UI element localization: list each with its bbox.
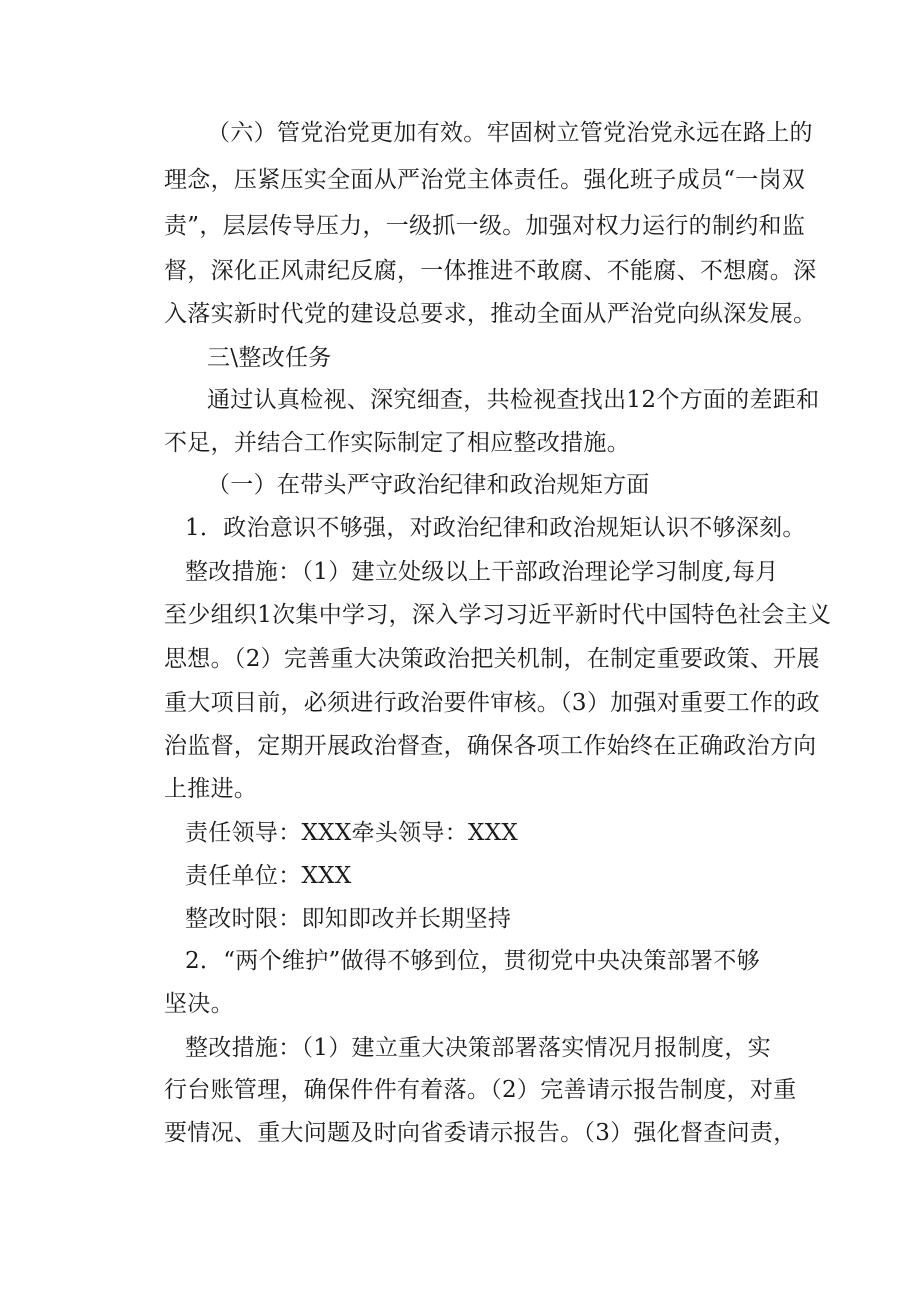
text-line: 整改措施：（1）建立重大决策部署落实情况月报制度，实 bbox=[185, 1035, 771, 1061]
text-line: 2．“两个维护”做得不够到位，贯彻党中央决策部署不够 bbox=[185, 948, 760, 974]
responsible-unit: 责任单位：XXX bbox=[185, 863, 352, 889]
responsible-leader: 责任领导：XXX牵头领导：XXX bbox=[185, 820, 519, 846]
text-line: 治监督，定期开展政治督查，确保各项工作始终在正确政治方向 bbox=[164, 733, 817, 759]
text-line: 入落实新时代党的建设总要求，推动全面从严治党向纵深发展。 bbox=[164, 301, 817, 327]
text-line: 至少组织1次集中学习，深入学习习近平新时代中国特色社会主义 bbox=[164, 602, 832, 628]
text-line: 通过认真检视、深究细查，共检视查找出12个方面的差距和 bbox=[207, 387, 820, 413]
text-line: 理念，压紧压实全面从严治党主体责任。强化班子成员“一岗双 bbox=[164, 167, 806, 193]
subsection-heading: （一）在带头严守政治纪律和政治规矩方面 bbox=[207, 472, 650, 498]
text-line: 上推进。 bbox=[164, 776, 258, 802]
deadline: 整改时限：即知即改并长期坚持 bbox=[185, 906, 512, 932]
text-line: 督，深化正风肃纪反腐，一体推进不敢腐、不能腐、不想腐。深 bbox=[164, 258, 817, 284]
text-line: 思想。（2）完善重大决策政治把关机制，在制定重要政策、开展 bbox=[164, 646, 820, 672]
text-line: 行台账管理，确保件件有着落。（2）完善请示报告制度，对重 bbox=[164, 1077, 797, 1103]
text-line: 坚决。 bbox=[164, 991, 234, 1017]
text-line: 重大项目前，必须进行政治要件审核。（3）加强对重要工作的政 bbox=[164, 690, 820, 716]
text-line: 1．政治意识不够强，对政治纪律和政治规矩认识不够深刻。 bbox=[185, 515, 806, 541]
text-line: 要情况、重大问题及时向省委请示报告。（3）强化督查问责， bbox=[164, 1120, 797, 1146]
text-line: 整改措施：（1）建立处级以上干部政治理论学习制度,每月 bbox=[185, 559, 779, 585]
section-heading: 三\整改任务 bbox=[207, 345, 332, 371]
text-line: 责”，层层传导压力，一级抓一级。加强对权力运行的制约和监 bbox=[164, 213, 806, 239]
text-line: 不足，并结合工作实际制定了相应整改措施。 bbox=[164, 430, 630, 456]
text-line: （六）管党治党更加有效。牢固树立管党治党永远在路上的 bbox=[207, 120, 813, 146]
